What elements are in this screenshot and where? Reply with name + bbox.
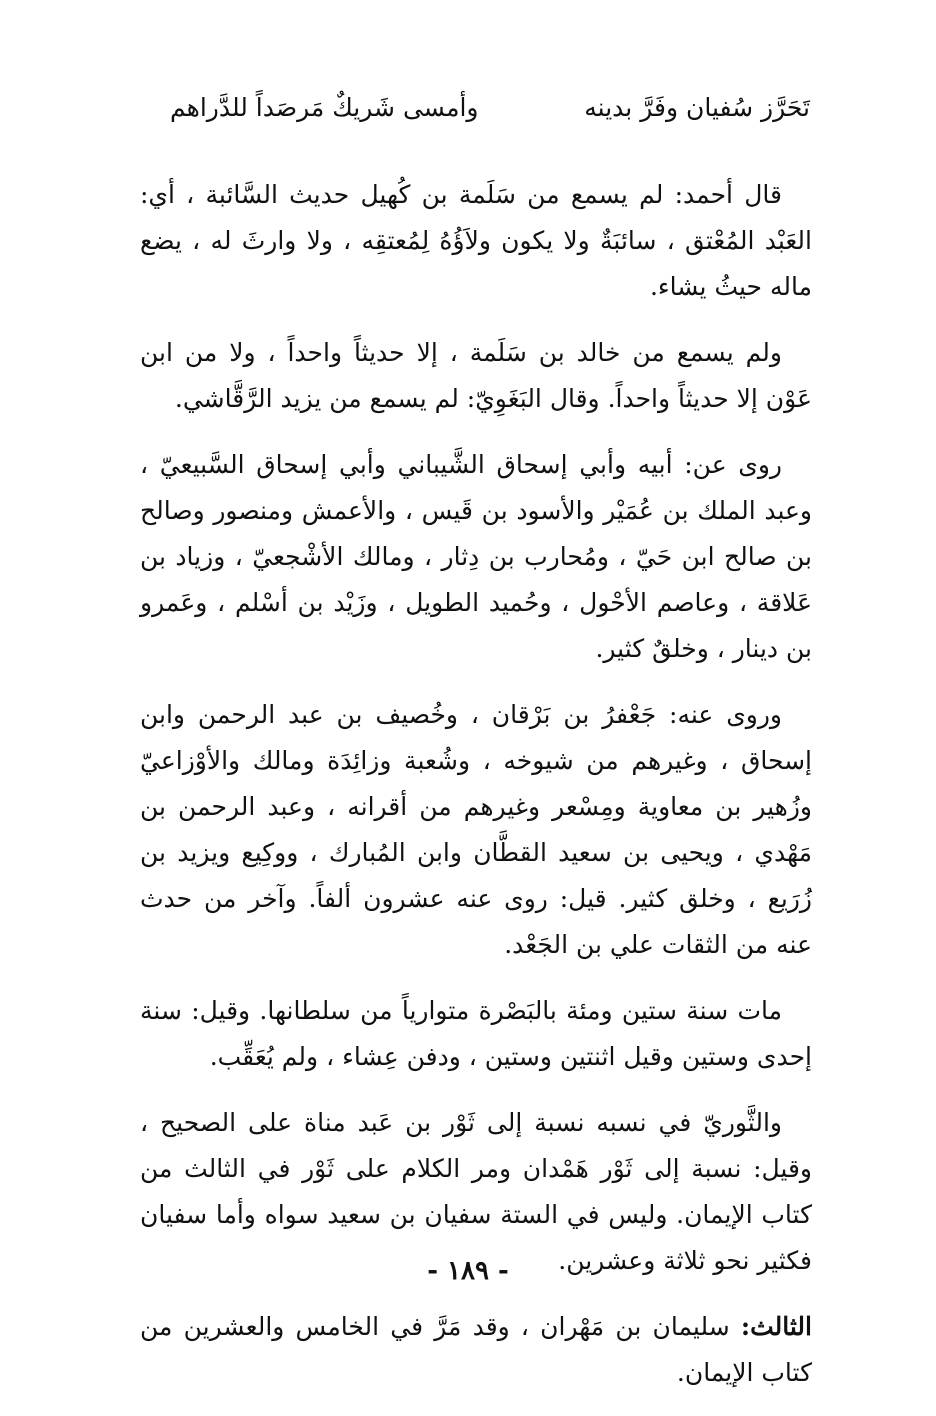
paragraph-text: سليمان بن مَهْران ، وقد مَرَّ في الخامس والعشرين من كتاب الإيمان. — [140, 1312, 812, 1387]
paragraph: روى عن: أبيه وأبي إسحاق الشَّيباني وأبي إسحاق السَّبيعيّ ، وعبد الملك بن عُمَيْر والأسود بن قَيس ، والأعمش ومنصور وصالح بن صالح ابن حَيّ ، ومُحارب بن دِثار ، ومالك الأشْجعيّ ، وزياد بن عَلاقة ، وعاصم الأحْول ، وحُميد الطويل ، وزَيْد بن أسْلم ، وعَمرو بن دينار ، وخلقٌ كثير. — [140, 450, 812, 663]
verse-second-hemistich: وأمسى شَريكٌ مَرصَداً للدَّراهم — [170, 93, 479, 122]
paragraph: مات سنة ستين ومئة بالبَصْرة متوارياً من سلطانها. وقيل: سنة إحدى وستين وقيل اثنتين وستين ، ودفن عِشاء ، ولم يُعَقِّب. — [140, 996, 812, 1071]
body-text — [140, 172, 812, 1416]
paragraph: وروى عنه: جَعْفرُ بن بَرْقان ، وخُصيف بن عبد الرحمن وابن إسحاق ، وغيرهم من شيوخه ، وشُعبة وزائِدَة ومالك والأوْزاعيّ وزُهير بن معاوية ومِسْعر وغيرهم من أقرانه ، وعبد الرحمن بن مَهْدي ، ويحيى بن سعيد القطَّان وابن المُبارك ، ووكِيع ويزيد بن زُرَيع ، وخلق كثير. قيل: روى عنه عشرون ألفاً. وآخر من حدث عنه من الثقات علي بن الجَعْد. — [140, 700, 812, 959]
paragraph: ولم يسمع من خالد بن سَلَمة ، إلا حديثاً واحداً ، ولا من ابن عَوْن إلا حديثاً واحداً. وقال البَغَوِيّ: لم يسمع من يزيد الرَّقَّاشي. — [140, 338, 812, 413]
verse-first-hemistich: تَحَرَّز سُفيان وفَرَّ بدينه — [584, 93, 810, 122]
page-number: - ١٨٩ - — [427, 1256, 509, 1286]
poetry-verse — [170, 88, 810, 128]
section-label: الثالث: — [740, 1312, 812, 1341]
paragraph-third-narrator — [140, 1304, 812, 1396]
paragraph: والثَّوريّ في نسبه نسبة إلى ثَوْر بن عَبد مناة على الصحيح ، وقيل: نسبة إلى ثَوْر هَمْدان ومر الكلام على ثَوْر في الثالث من كتاب الإيمان. وليس في الستة سفيان بن سعيد سواه وأما سفيان فكثير نحو ثلاثة وعشرين. — [140, 1108, 812, 1275]
paragraph: قال أحمد: لم يسمع من سَلَمة بن كُهيل حديث السَّائبة ، أي: العَبْد المُعْتق ، سائبَةٌ ولا يكون ولاَؤُهُ لِمُعتقِه ، ولا وارثَ له ، يضع ماله حيثُ يشاء. — [140, 180, 812, 301]
